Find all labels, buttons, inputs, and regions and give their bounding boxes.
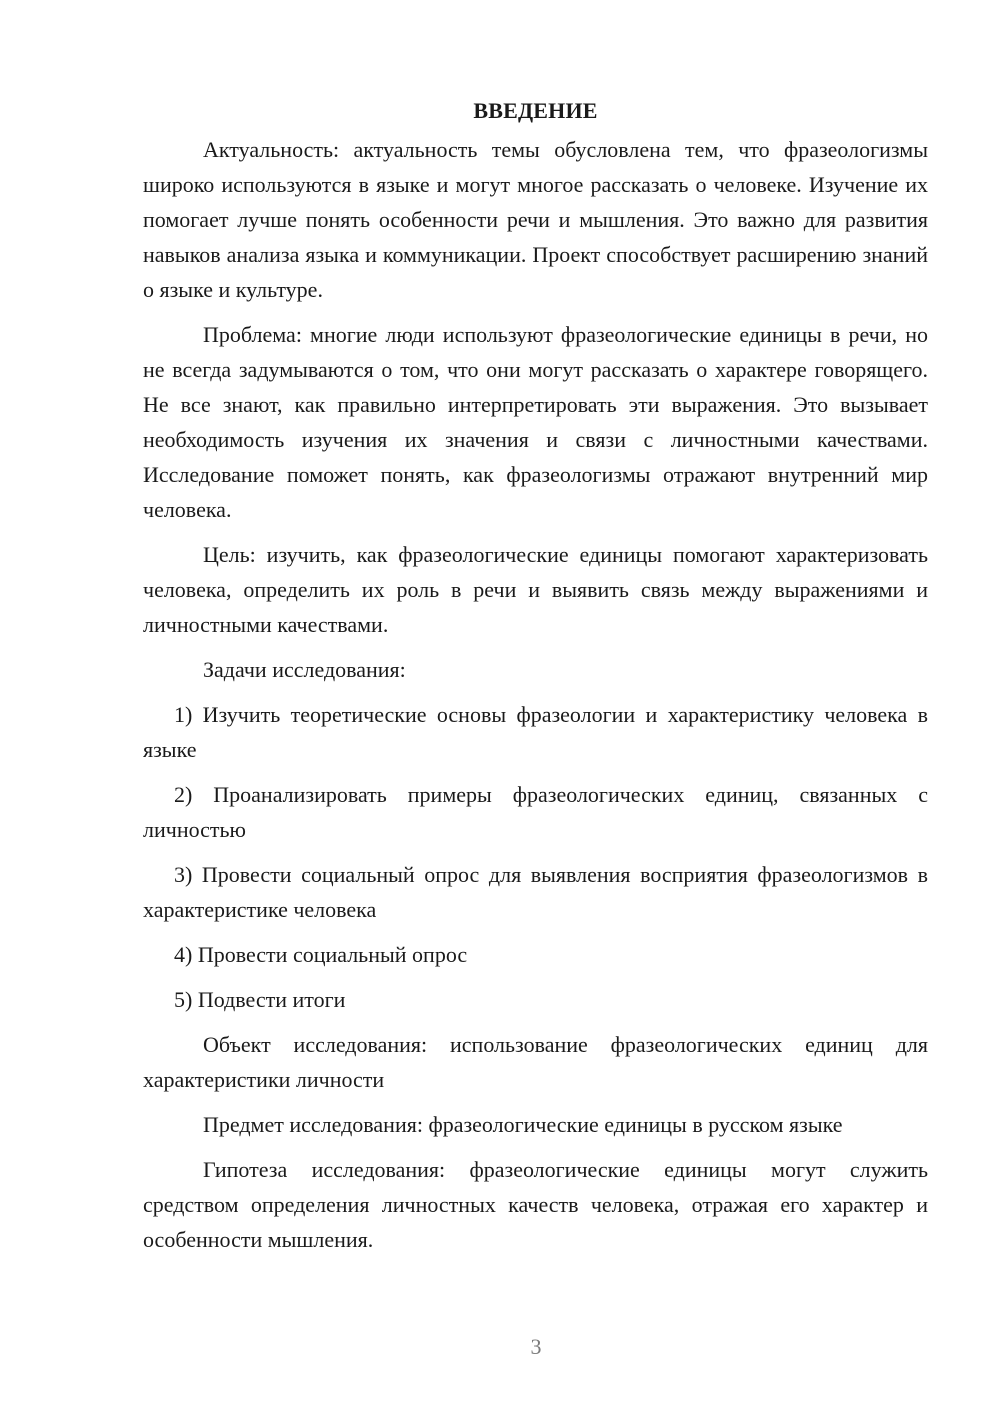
research-object-paragraph: Объект исследования: использование фразеологических единиц для характеристики личности <box>143 1032 928 1092</box>
relevance-paragraph: Актуальность: актуальность темы обусловлена тем, что фразеологизмы широко используются в языке и могут многое рассказать о человеке. Изучение их помогает лучше понять особенности речи и мышления. Это важно для развития навыков анализа языка и коммуникации. Проект способствует расширению знаний о языке и культуре. <box>143 137 928 302</box>
page-number: 3 <box>530 1334 542 1359</box>
hypothesis-paragraph: Гипотеза исследования: фразеологические единицы могут служить средством определения личностных качеств человека, отражая его характер и особенности мышления. <box>143 1157 928 1252</box>
problem-paragraph: Проблема: многие люди используют фразеологические единицы в речи, но не всегда задумываются о том, что они могут рассказать о характере говорящего. Не все знают, как правильно интерпретировать эти выражения. Это вызывает необходимость изучения их значения и связи с личностными качествами. Исследование поможет понять, как фразеологизмы отражают внутренний мир человека. <box>143 322 928 522</box>
goal-paragraph: Цель: изучить, как фразеологические единицы помогают характеризовать человека, определить их роль в речи и выявить связь между выражениями и личностными качествами. <box>143 542 928 637</box>
task-item-5: 5) Подвести итоги <box>174 987 346 1012</box>
research-subject-paragraph: Предмет исследования: фразеологические единицы в русском языке <box>203 1112 843 1137</box>
tasks-heading: Задачи исследования: <box>203 657 406 682</box>
task-item-2: 2) Проанализировать примеры фразеологических единиц, связанных с личностью <box>143 782 928 842</box>
page-content <box>143 93 928 1267</box>
task-item-4: 4) Провести социальный опрос <box>174 942 468 967</box>
section-title: ВВЕДЕНИЕ <box>473 98 598 123</box>
task-item-1: 1) Изучить теоретические основы фразеологии и характеристику человека в языке <box>143 702 928 762</box>
task-item-3: 3) Провести социальный опрос для выявления восприятия фразеологизмов в характеристике человека <box>143 862 928 922</box>
